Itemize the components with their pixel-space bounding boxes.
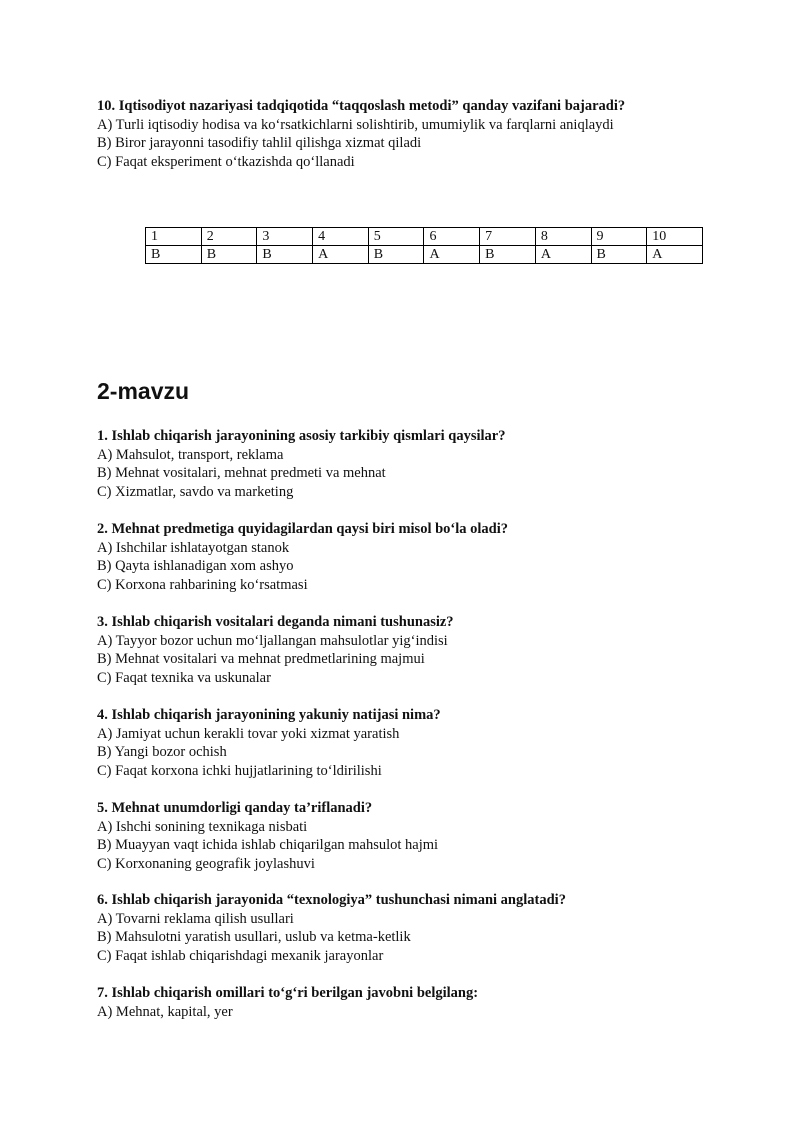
option-b: B) Mahsulotni yaratish usullari, uslub va ketma-ketlik xyxy=(97,929,411,946)
option-c: C) Faqat texnika va uskunalar xyxy=(97,669,271,686)
table-cell: B xyxy=(591,246,647,264)
option-a: A) Tovarni reklama qilish usullari xyxy=(97,910,294,927)
question-block-4 xyxy=(97,706,737,780)
question-text: 7. Ishlab chiqarish omillari to‘g‘ri berilgan javobni belgilang: xyxy=(97,985,479,1001)
section-title: 2-mavzu xyxy=(97,378,190,404)
question-block-7 xyxy=(97,984,737,1021)
table-cell: 7 xyxy=(480,228,536,246)
option-a: A) Mahsulot, transport, reklama xyxy=(97,446,284,463)
table-row-answers xyxy=(146,246,703,264)
option-c: C) Korxona rahbarining ko‘rsatmasi xyxy=(97,576,308,593)
question-block-6 xyxy=(97,891,737,965)
option-a: A) Mehnat, kapital, yer xyxy=(97,1003,233,1020)
question-text: 6. Ishlab chiqarish jarayonida “texnologiya” tushunchasi nimani anglatadi? xyxy=(97,892,566,908)
question-block-3 xyxy=(97,613,737,687)
table-cell: 2 xyxy=(201,228,257,246)
question-block-top xyxy=(97,97,737,171)
table-cell: A xyxy=(424,246,480,264)
option-a: A) Ishchi sonining texnikaga nisbati xyxy=(97,818,308,835)
option-a: A) Jamiyat uchun kerakli tovar yoki xizmat yaratish xyxy=(97,725,400,742)
table-cell: B xyxy=(480,246,536,264)
table-cell: 8 xyxy=(535,228,591,246)
table-cell: 3 xyxy=(257,228,313,246)
option-c: C) Xizmatlar, savdo va marketing xyxy=(97,483,294,500)
question-text: 5. Mehnat unumdorligi qanday ta’riflanadi? xyxy=(97,800,373,816)
option-c: C) Faqat ishlab chiqarishdagi mexanik jarayonlar xyxy=(97,947,384,964)
table-cell: B xyxy=(368,246,424,264)
question-block-1 xyxy=(97,427,737,501)
option-a: A) Ishchilar ishlatayotgan stanok xyxy=(97,539,290,556)
table-cell: B xyxy=(146,246,202,264)
option-c: C) Korxonaning geografik joylashuvi xyxy=(97,855,315,872)
question-text: 1. Ishlab chiqarish jarayonining asosiy tarkibiy qismlari qaysilar? xyxy=(97,428,506,444)
table-cell: 5 xyxy=(368,228,424,246)
question-text: 2. Mehnat predmetiga quyidagilardan qaysi biri misol bo‘la oladi? xyxy=(97,521,509,537)
table-cell: 1 xyxy=(146,228,202,246)
table-cell: 10 xyxy=(647,228,703,246)
table-cell: A xyxy=(313,246,369,264)
question-block-2 xyxy=(97,520,737,594)
option-b: B) Mehnat vositalari, mehnat predmeti va mehnat xyxy=(97,465,386,482)
table-cell: A xyxy=(535,246,591,264)
option-a: A) Tayyor bozor uchun mo‘ljallangan mahsulotlar yig‘indisi xyxy=(97,632,448,649)
answer-key-table xyxy=(145,227,703,264)
option-a: A) Turli iqtisodiy hodisa va ko‘rsatkichlarni solishtirib, umumiylik va farqlarni aniqlaydi xyxy=(97,116,614,133)
option-b: B) Qayta ishlanadigan xom ashyo xyxy=(97,558,294,575)
table-cell: 6 xyxy=(424,228,480,246)
option-c: C) Faqat eksperiment o‘tkazishda qo‘llanadi xyxy=(97,153,355,170)
table-cell: 4 xyxy=(313,228,369,246)
option-b: B) Muayyan vaqt ichida ishlab chiqarilgan mahsulot hajmi xyxy=(97,837,439,854)
table-cell: A xyxy=(647,246,703,264)
option-b: B) Yangi bozor ochish xyxy=(97,744,227,761)
table-cell: B xyxy=(201,246,257,264)
table-cell: 9 xyxy=(591,228,647,246)
option-b: B) Mehnat vositalari va mehnat predmetlarining majmui xyxy=(97,651,425,668)
table-cell: B xyxy=(257,246,313,264)
question-text: 10. Iqtisodiyot nazariyasi tadqiqotida “taqqoslash metodi” qanday vazifani bajaradi? xyxy=(97,98,626,114)
option-c: C) Faqat korxona ichki hujjatlarining to‘ldirilishi xyxy=(97,762,382,779)
question-block-5 xyxy=(97,799,737,873)
table-row-numbers xyxy=(146,228,703,246)
option-b: B) Biror jarayonni tasodifiy tahlil qilishga xizmat qiladi xyxy=(97,135,422,152)
question-text: 4. Ishlab chiqarish jarayonining yakuniy natijasi nima? xyxy=(97,707,441,723)
question-text: 3. Ishlab chiqarish vositalari deganda nimani tushunasiz? xyxy=(97,614,454,630)
